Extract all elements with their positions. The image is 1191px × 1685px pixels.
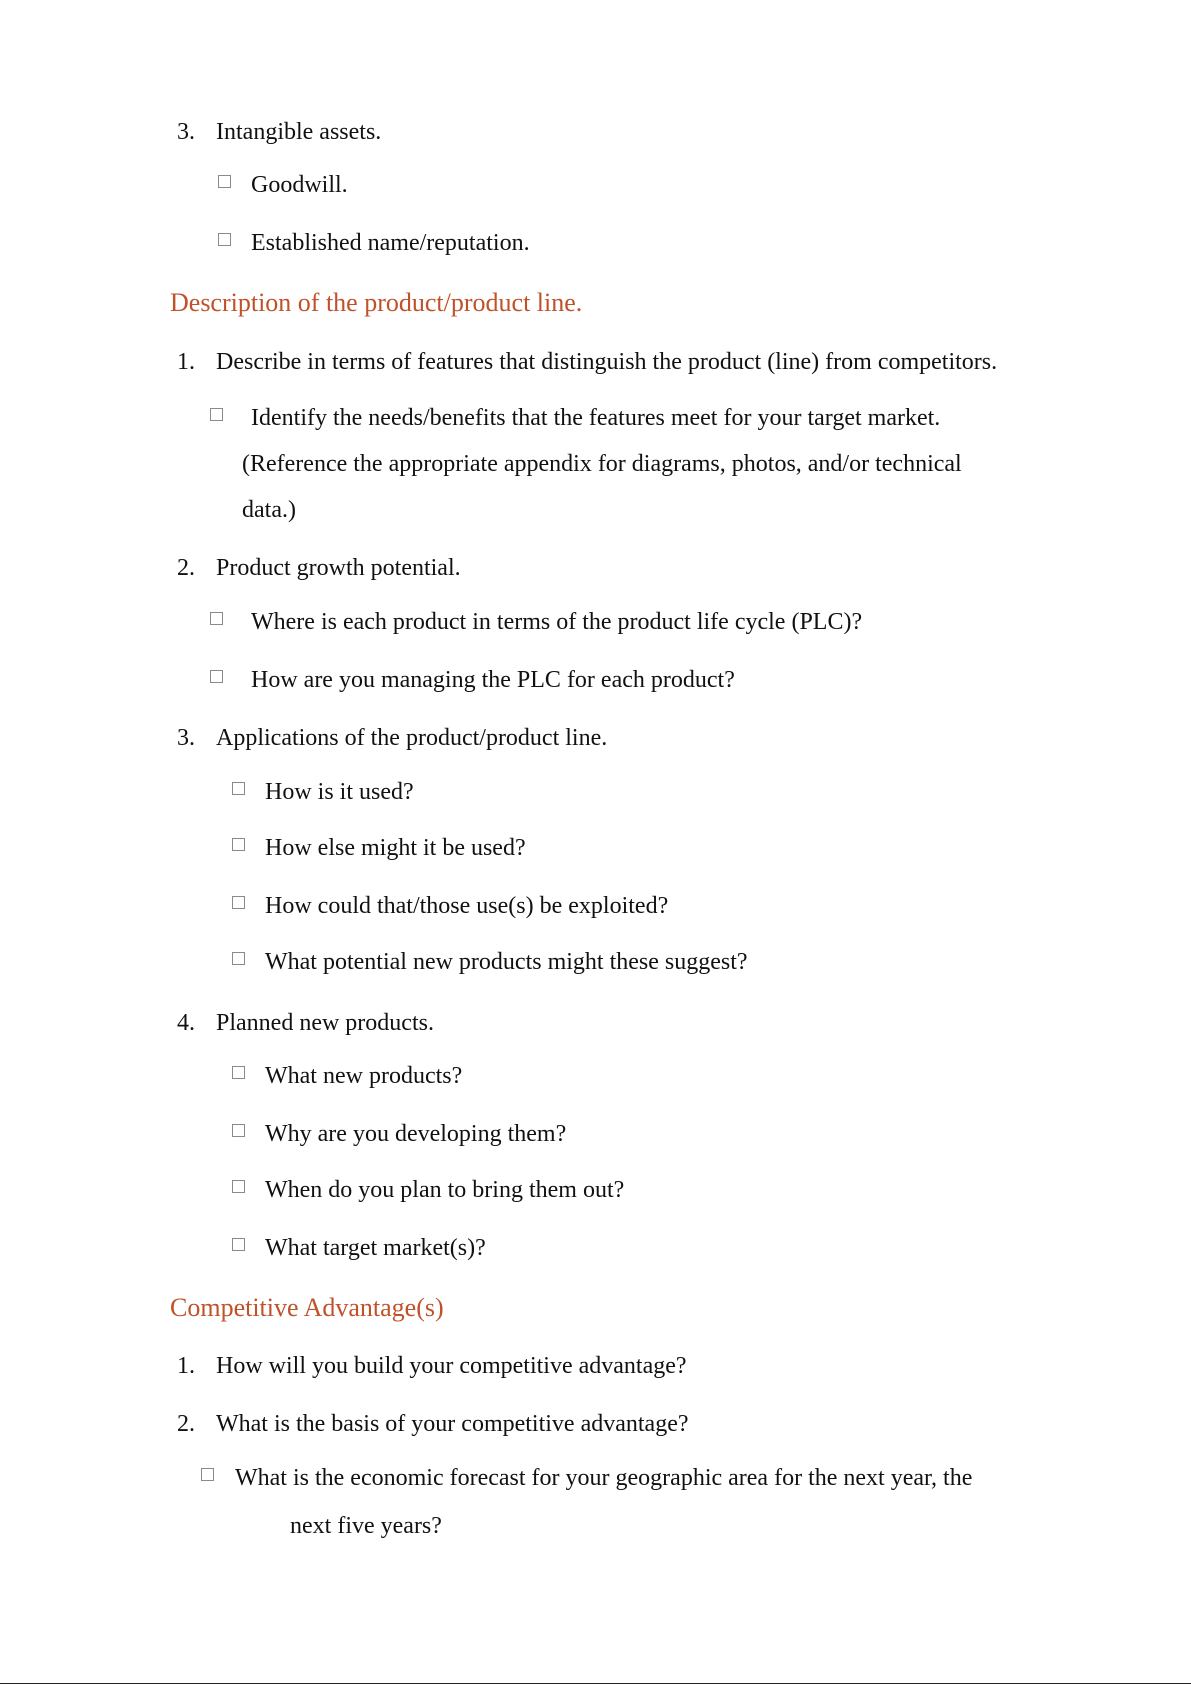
bullet-item: How are you managing the PLC for each product? <box>251 667 735 693</box>
checkbox-icon <box>210 670 223 683</box>
checkbox-icon <box>201 1468 214 1481</box>
bullet-item: Identify the needs/benefits that the features meet for your target market. <box>251 405 941 431</box>
checkbox-icon <box>232 1238 245 1251</box>
bullet-item: What is the economic forecast for your geographic area for the next year, the <box>235 1465 973 1491</box>
bullet-item: How is it used? <box>265 779 414 805</box>
list-number: 1. <box>177 1353 195 1379</box>
list-item-title: What is the basis of your competitive advantage? <box>216 1411 689 1437</box>
bullet-item-continuation: data.) <box>242 497 296 523</box>
list-item-title: Planned new products. <box>216 1010 434 1036</box>
section-heading-product: Description of the product/product line. <box>170 288 583 317</box>
bullet-item: When do you plan to bring them out? <box>265 1177 625 1203</box>
bullet-item: Why are you developing them? <box>265 1121 567 1147</box>
bullet-item: Established name/reputation. <box>251 230 530 256</box>
checkbox-icon <box>210 612 223 625</box>
list-item-title: Applications of the product/product line. <box>216 725 608 751</box>
bullet-item-continuation: next five years? <box>290 1513 442 1539</box>
checkbox-icon <box>232 838 245 851</box>
list-item-title: Intangible assets. <box>216 119 382 145</box>
list-number: 2. <box>177 555 195 581</box>
bullet-item: How could that/those use(s) be exploited? <box>265 893 669 919</box>
checkbox-icon <box>232 1066 245 1079</box>
list-number: 3. <box>177 119 195 145</box>
checkbox-icon <box>232 1124 245 1137</box>
section-heading-competitive: Competitive Advantage(s) <box>170 1293 444 1322</box>
list-number: 4. <box>177 1010 195 1036</box>
checkbox-icon <box>232 952 245 965</box>
bullet-item: Goodwill. <box>251 172 348 198</box>
page-bottom-rule <box>0 1683 1191 1684</box>
bullet-item-continuation: (Reference the appropriate appendix for diagrams, photos, and/or technical <box>242 451 962 477</box>
list-item-title: Product growth potential. <box>216 555 461 581</box>
bullet-item: How else might it be used? <box>265 835 526 861</box>
bullet-item: What potential new products might these suggest? <box>265 949 748 975</box>
list-number: 1. <box>177 349 195 375</box>
checkbox-icon <box>232 896 245 909</box>
bullet-item: What target market(s)? <box>265 1235 486 1261</box>
list-number: 2. <box>177 1411 195 1437</box>
checkbox-icon <box>232 1180 245 1193</box>
list-item-title: How will you build your competitive advantage? <box>216 1353 687 1379</box>
checkbox-icon <box>218 175 231 188</box>
checkbox-icon <box>218 233 231 246</box>
checkbox-icon <box>232 782 245 795</box>
checkbox-icon <box>210 408 223 421</box>
list-number: 3. <box>177 725 195 751</box>
list-item-title: Describe in terms of features that distinguish the product (line) from competitors. <box>216 349 998 375</box>
bullet-item: What new products? <box>265 1063 463 1089</box>
bullet-item: Where is each product in terms of the product life cycle (PLC)? <box>251 609 863 635</box>
